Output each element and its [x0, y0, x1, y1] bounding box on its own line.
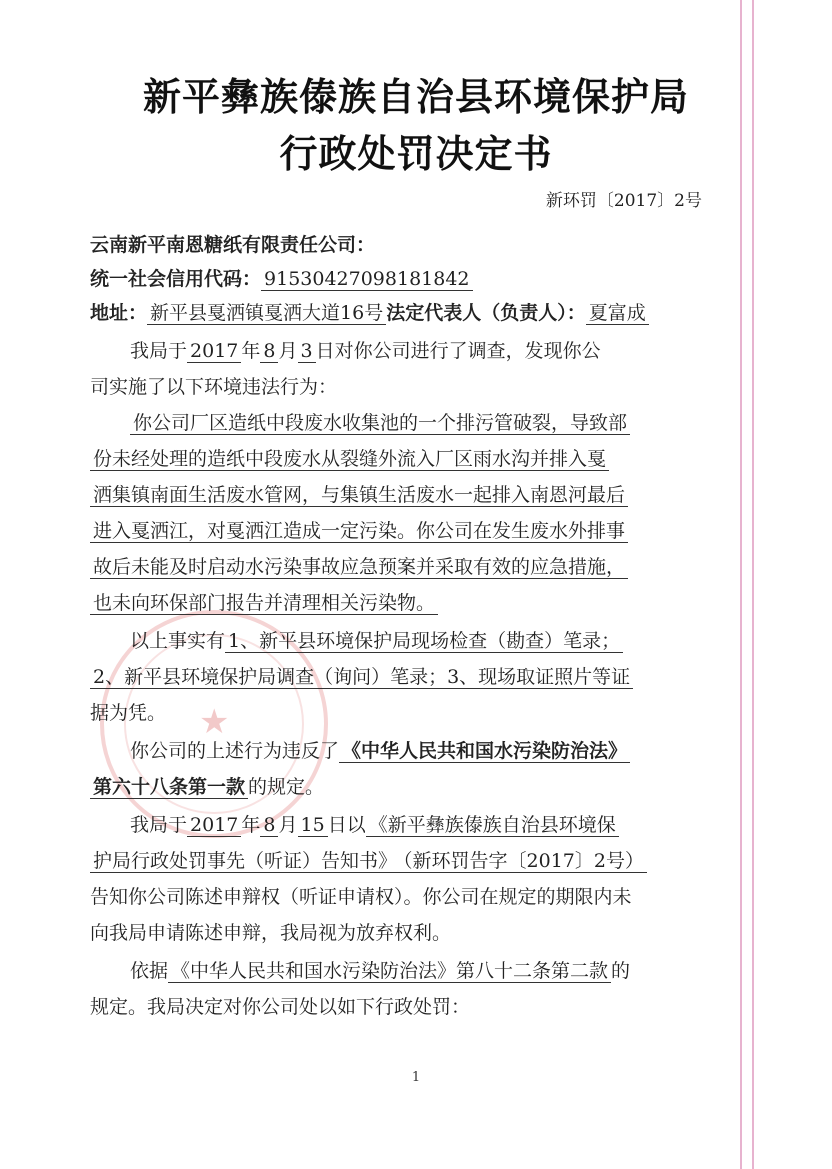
notice-line: 告知你公司陈述申辩权（听证申请权）。你公司在规定的期限内未: [90, 886, 632, 908]
law-article: 第六十八条第一款: [90, 776, 248, 799]
law-name: 《中华人民共和国水污染防治法》: [339, 740, 630, 763]
text: 月: [278, 340, 298, 362]
address-row: [90, 300, 649, 326]
violation-line: [90, 446, 609, 472]
notice-line: [130, 812, 619, 838]
violation-text: 也未向环保部门报告并清理相关污染物。: [90, 592, 438, 615]
notice-line: [90, 848, 647, 874]
legal-rep-value: 夏富成: [586, 302, 649, 325]
address-label: 地址：: [90, 302, 148, 324]
decision-line-2: 规定。我局决定对你公司处以如下行政处罚：: [90, 996, 471, 1018]
decision-law: 《中华人民共和国水污染防治法》第八十二条第二款: [168, 960, 611, 983]
address-value: 新平县戛洒镇戛洒大道16号: [147, 302, 386, 325]
document-title: 新平彝族傣族自治县环境保护局: [142, 75, 689, 119]
notice-line: 向我局申请陈述申辩，我局视为放弃权利。: [90, 922, 452, 944]
text: 日以: [327, 814, 366, 836]
document-number: 新环罚〔2017〕2号: [545, 191, 702, 211]
notice-document: 《新平彝族傣族自治县环境保: [366, 814, 619, 837]
company-name: 云南新平南恩糖纸有限责任公司：: [90, 234, 376, 256]
evidence-line: 据为凭。: [90, 702, 167, 724]
notice-document: 护局行政处罚事先（听证）告知书》: [90, 850, 400, 873]
law-line: [130, 738, 630, 764]
credit-code-label: 统一社会信用代码：: [90, 268, 262, 290]
credit-code-row: [90, 266, 473, 292]
violation-line: [90, 590, 438, 616]
violation-text: 故后未能及时启动水污染事故应急预案并采取有效的应急措施，: [90, 556, 628, 579]
text: 的规定。: [248, 776, 325, 798]
text: 年: [241, 814, 261, 836]
violation-line: [90, 518, 628, 544]
notice-year: 2017: [187, 814, 241, 837]
violation-line: [90, 482, 628, 508]
violation-text: 你公司厂区造纸中段废水收集池的一个排污管破裂，导致部: [130, 412, 630, 435]
legal-rep-label: 法定代表人（负责人）：: [386, 302, 586, 324]
investigation-line-2: 司实施了以下环境违法行为：: [90, 376, 338, 398]
notice-month: 8: [260, 814, 278, 837]
seal-star-icon: ★: [199, 702, 230, 742]
text: 你公司的上述行为违反了: [130, 740, 340, 762]
violation-line: [90, 554, 628, 580]
text: 日对你公司进行了调查，发现你公: [315, 340, 601, 362]
violation-line: [130, 410, 630, 436]
investigation-line: [130, 338, 601, 364]
evidence-item: 2、新平县环境保护局调查（询问）笔录；3、现场取证照片等证: [90, 666, 633, 689]
decision-line: [130, 958, 630, 984]
text: 以上事实有: [130, 630, 226, 652]
text: 我局于: [130, 814, 188, 836]
investigation-year: 2017: [187, 340, 241, 363]
investigation-month: 8: [260, 340, 278, 363]
violation-text: 份未经处理的造纸中段废水从裂缝外流入厂区雨水沟并排入戛: [90, 448, 609, 471]
evidence-line: [90, 664, 633, 690]
text: 月: [278, 814, 298, 836]
text: 依据: [130, 960, 169, 982]
evidence-item: 1、新平县环境保护局现场检查（勘查）笔录；: [225, 630, 623, 653]
law-line-2: [90, 774, 324, 800]
page-number: 1: [411, 1070, 421, 1085]
credit-code-value: 91530427098181842: [261, 268, 473, 291]
notice-day: 15: [298, 814, 328, 837]
violation-text: 洒集镇南面生活废水管网，与集镇生活废水一起排入南恩河最后: [90, 484, 628, 507]
text: 我局于: [130, 340, 188, 362]
investigation-day: 3: [298, 340, 316, 363]
evidence-line: [130, 628, 623, 654]
notice-doc-number: （新环罚告字〔2017〕2号）: [400, 850, 647, 873]
document-subtitle: 行政处罚决定书: [279, 132, 553, 176]
text: 年: [241, 340, 261, 362]
text: 的: [611, 960, 631, 982]
violation-text: 进入戛洒江，对戛洒江造成一定污染。你公司在发生废水外排事: [90, 520, 628, 543]
